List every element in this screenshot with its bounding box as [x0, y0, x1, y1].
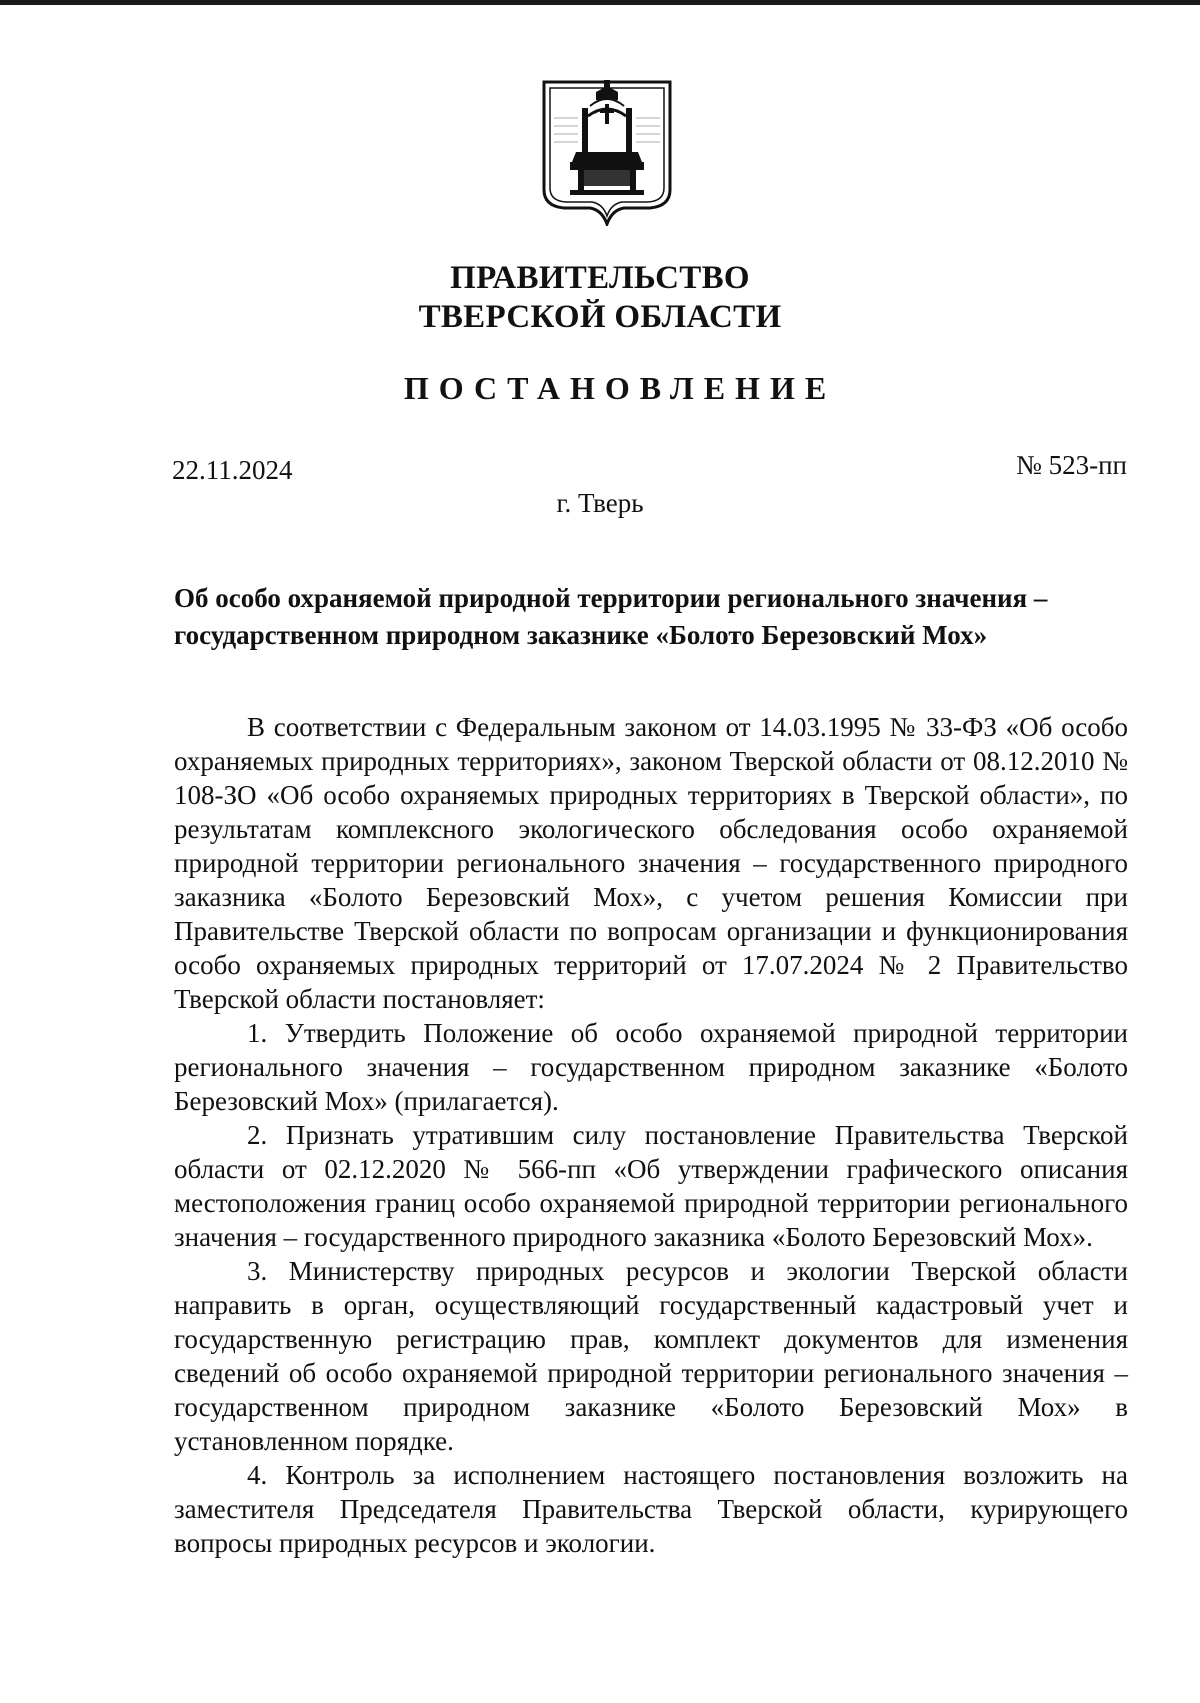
- scan-top-edge: [0, 0, 1200, 5]
- document-type: ПОСТАНОВЛЕНИЕ: [403, 370, 837, 406]
- government-title-line1: ПРАВИТЕЛЬСТВО: [450, 260, 750, 296]
- government-title-line2: ТВЕРСКОЙ ОБЛАСТИ: [418, 299, 782, 335]
- item-paragraph: 2. Признать утратившим силу постановление Правительства Тверской области от 02.12.2020 № 566-пп «Об утверждении графического описания местоположения границ особо охраняемой природной территории регионального значения – государственного природного заказника «Болото Березовский Мох».: [174, 1120, 1128, 1252]
- document-number: № 523-пп: [1016, 450, 1127, 480]
- item-paragraph: 4. Контроль за исполнением настоящего постановления возложить на заместителя Председателя Правительства Тверской области, курирующего вопросы природных ресурсов и экологии.: [174, 1460, 1128, 1558]
- document-city: г. Тверь: [556, 488, 644, 518]
- document-date: 22.11.2024: [172, 455, 293, 485]
- item-paragraph: 3. Министерству природных ресурсов и экологии Тверской области направить в орган, осуществляющий государственный кадастровый учет и государственную регистрацию прав, комплект документов для изменения сведений об особо охраняемой природной территории регионального значения – государственном природном заказнике «Болото Березовский Мох» в установленном порядке.: [174, 1256, 1128, 1456]
- item-paragraph: 1. Утвердить Положение об особо охраняемой природной территории регионального значения – государственном природном заказнике «Болото Березовский Мох» (прилагается).: [174, 1018, 1128, 1116]
- coat-of-arms-icon: [540, 78, 674, 226]
- document-subject: Об особо охраняемой природной территории регионального значения – государственном природном заказнике «Болото Березовский Мох»: [174, 583, 1048, 650]
- document-body: [174, 710, 1128, 1560]
- preamble-paragraph: В соответствии с Федеральным законом от 14.03.1995 № 33-ФЗ «Об особо охраняемых природных территориях», законом Тверской области от 08.12.2010 № 108-ЗО «Об особо охраняемых природных территориях в Тверской области», по результатам комплексного экологического обследования особо охраняемой природной территории регионального значения – государственного природного заказника «Болото Березовский Мох», с учетом решения Комиссии при Правительстве Тверской области по вопросам организации и функционирования особо охраняемых природных территорий от 17.07.2024 № 2 Правительство Тверской области постановляет:: [174, 712, 1128, 1014]
